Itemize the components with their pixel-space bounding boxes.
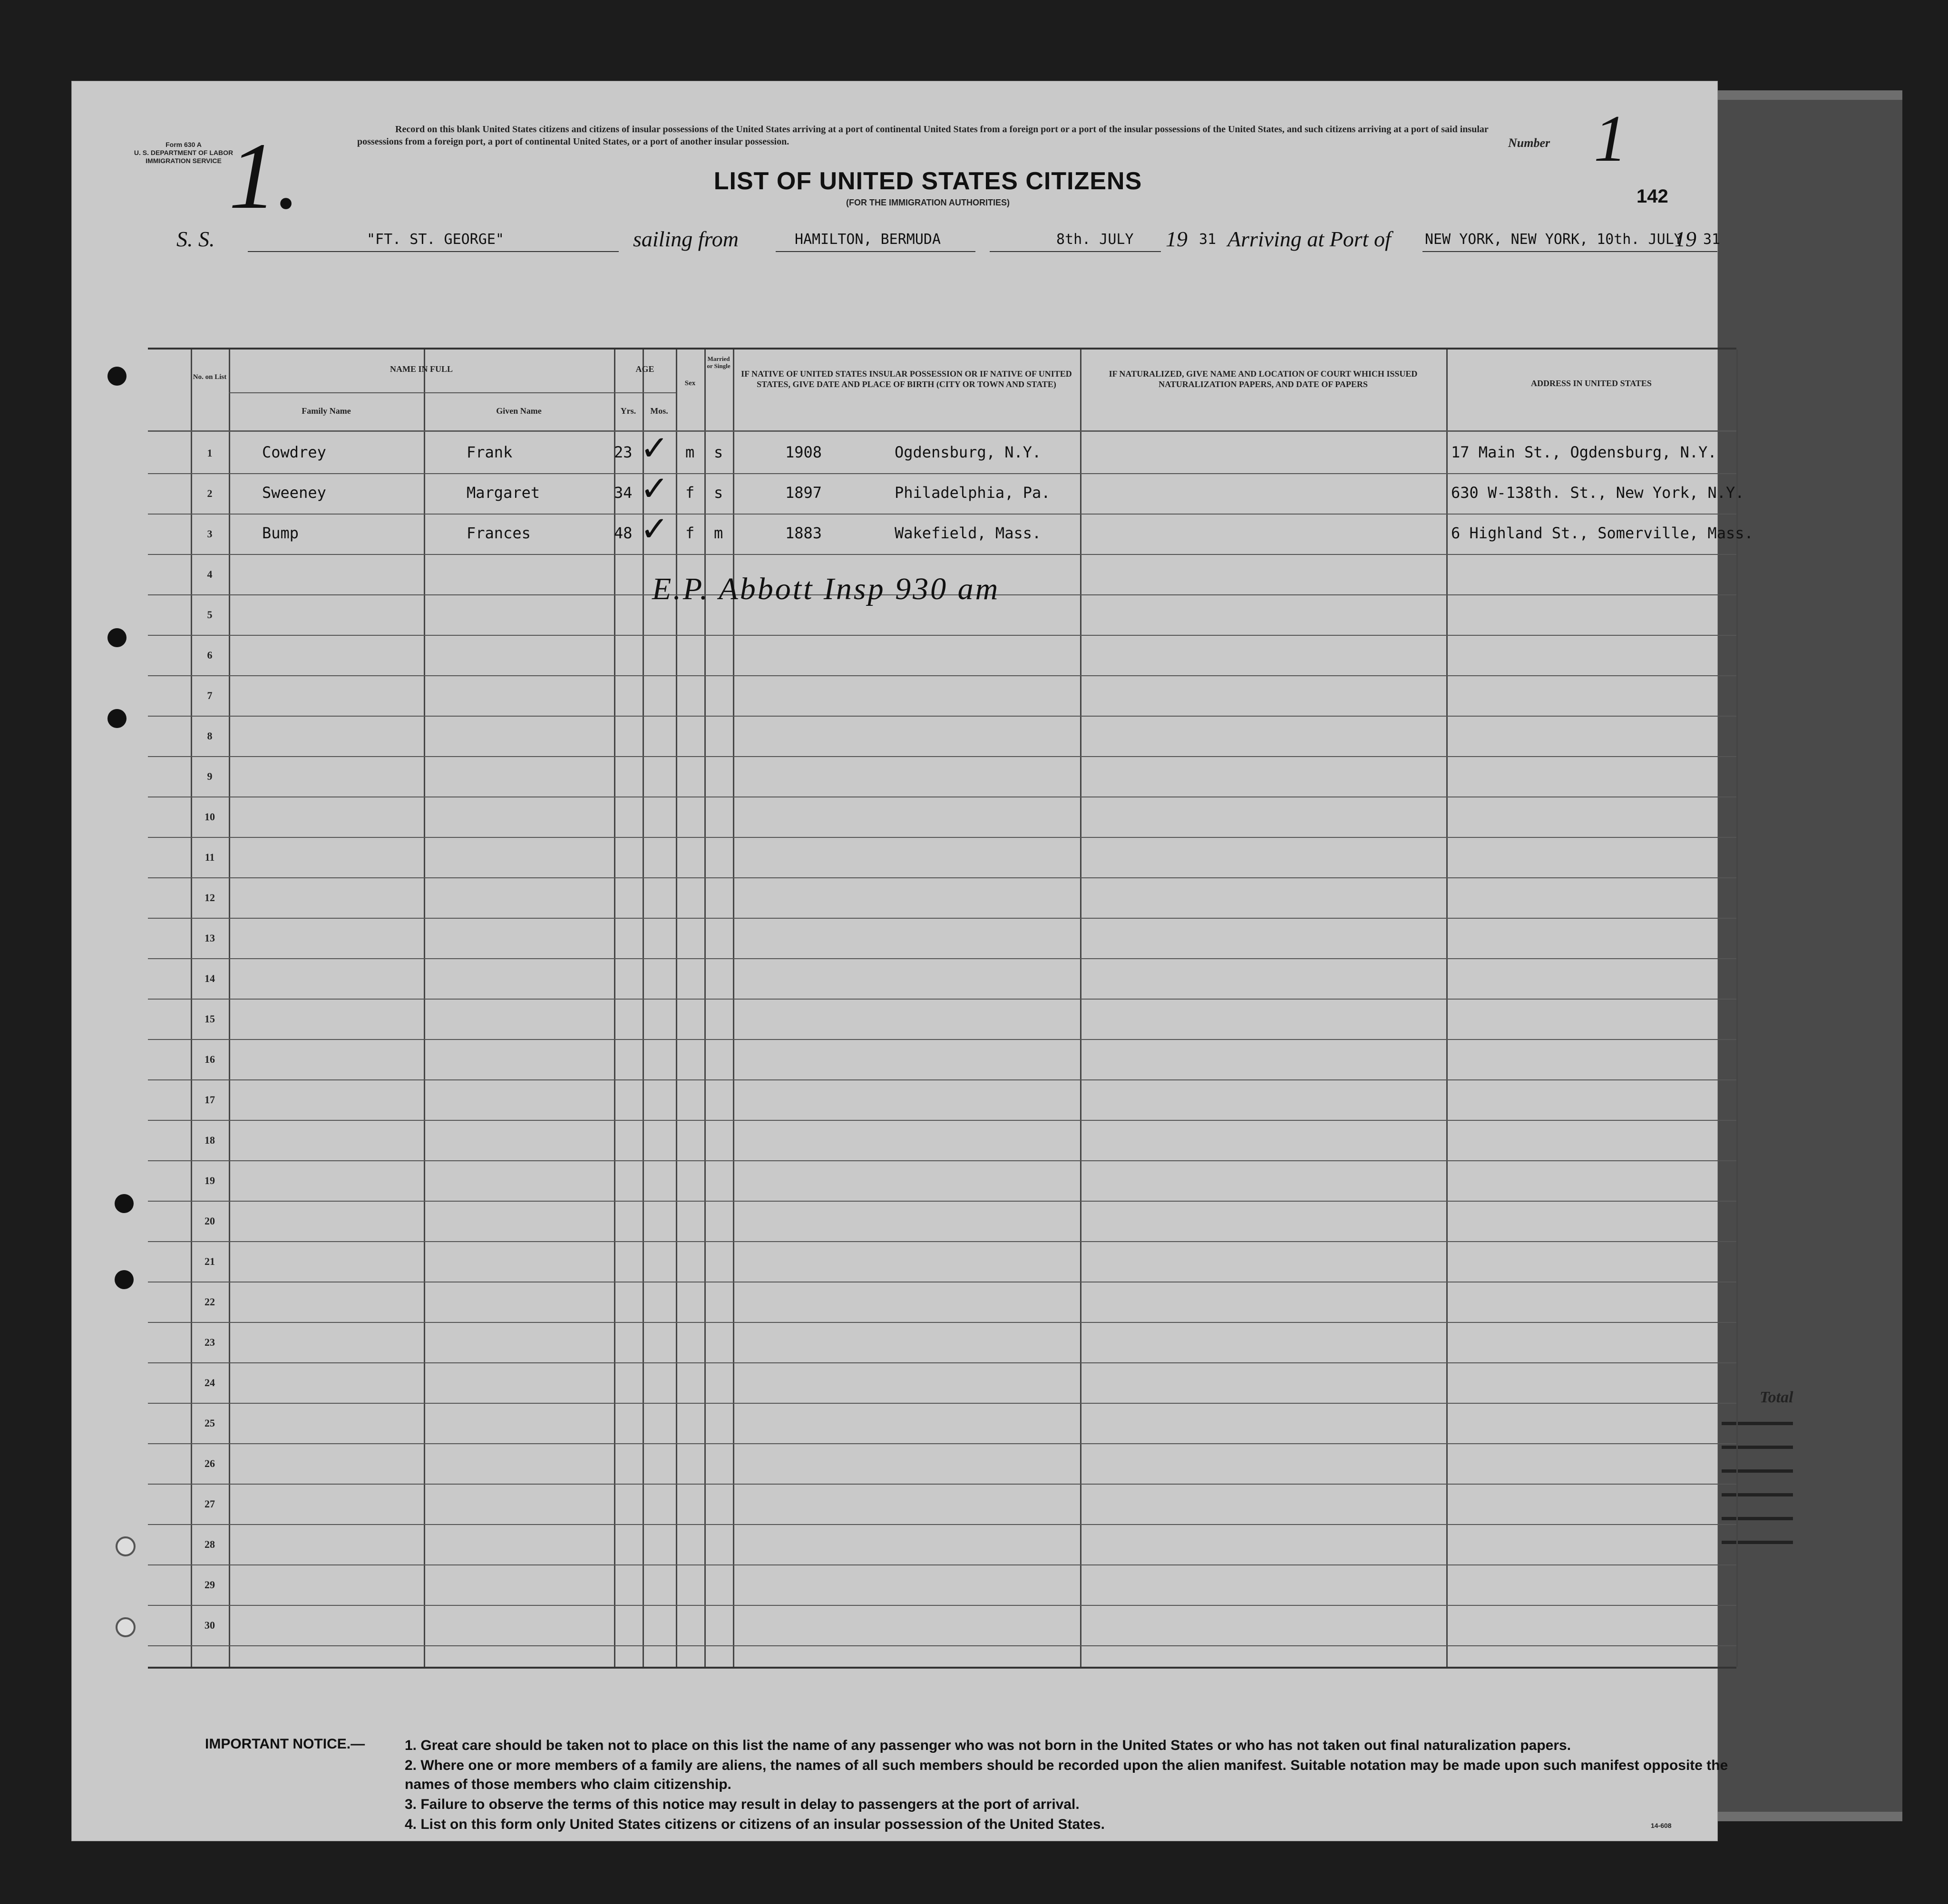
birth-place-cell: Philadelphia, Pa. (895, 484, 1051, 502)
row-number: 25 (205, 1417, 215, 1429)
given-name-cell: Margaret (467, 484, 540, 502)
rule (1422, 251, 1717, 252)
header-no-on-list: No. on List (193, 373, 227, 381)
row-number: 17 (205, 1094, 215, 1106)
row-number: 8 (207, 730, 213, 742)
notice-item: 2. Where one or more members of a family are aliens, the names of all such members should be recorded upon the alien manifest. Suitable notation may be made upon such manifest opposite the names of those members who claim citizenship. (405, 1758, 1728, 1792)
form-code: 14-608 (1651, 1822, 1672, 1829)
header-naturalized: IF NATURALIZED, GIVE NAME AND LOCATION OF COURT WHICH ISSUED NATURALIZATION PAPERS, AND DATE OF PAPERS (1109, 369, 1418, 389)
row-number: 7 (207, 690, 213, 701)
arrival-port: NEW YORK, NEW YORK, 10th. JULY (1425, 231, 1683, 248)
manifest-page (71, 81, 1753, 1841)
row-number: 3 (207, 528, 213, 540)
address-cell: 6 Highland St., Somerville, Mass. (1451, 524, 1753, 542)
marital-cell: m (714, 524, 723, 542)
year-prefix: 19 (1675, 227, 1696, 251)
age-cell: 34 (614, 484, 633, 502)
punch-hole (116, 1617, 136, 1637)
row-number: 27 (205, 1498, 215, 1510)
row-number: 2 (207, 487, 213, 499)
header-family-name: Family Name (302, 406, 351, 416)
sailing-label: sailing from (633, 227, 739, 251)
form-identifier: Form 630 A U. S. DEPARTMENT OF LABOR IMMIGRATION SERVICE (134, 141, 234, 165)
row-number: 20 (205, 1215, 215, 1227)
page-title: LIST OF UNITED STATES CITIZENS (713, 167, 1142, 195)
ss-label: S. S. (176, 227, 215, 251)
punch-hole (115, 1270, 134, 1289)
given-name-cell: Frances (467, 524, 531, 542)
row-number: 5 (207, 609, 213, 621)
birth-place-cell: Wakefield, Mass. (895, 524, 1042, 542)
inspector-signature: E.P. Abbott Insp 930 am (652, 572, 1000, 606)
header-mos: Mos. (650, 406, 668, 416)
row-number: 6 (207, 649, 213, 661)
row-number: 18 (205, 1134, 215, 1146)
row-number: 15 (205, 1013, 215, 1025)
rule (776, 251, 975, 252)
row-number: 11 (205, 851, 215, 863)
address-cell: 630 W-138th. St., New York, N.Y. (1451, 484, 1744, 502)
row-number: 13 (205, 932, 215, 944)
row-number: 12 (205, 892, 215, 903)
sex-cell: m (685, 443, 695, 461)
sail-year: 31 (1199, 231, 1217, 248)
ship-name: "FT. ST. GEORGE" (367, 231, 504, 248)
header-name-in-full: NAME IN FULL (390, 364, 453, 374)
tally-total-label: Total (1760, 1389, 1793, 1406)
row-number: 14 (205, 972, 215, 984)
punch-hole (107, 367, 127, 386)
address-cell: 17 Main St., Ogdensburg, N.Y. (1451, 443, 1717, 461)
header-yrs: Yrs. (620, 406, 636, 416)
given-name-cell: Frank (467, 443, 513, 461)
row-number: 30 (205, 1619, 215, 1631)
header-married-single: Married or Single (707, 355, 730, 369)
check-mark: ✓ (640, 509, 669, 549)
marital-cell: s (714, 484, 723, 502)
page-subtitle: (FOR THE IMMIGRATION AUTHORITIES) (846, 198, 1010, 207)
year-prefix: 19 (1166, 227, 1188, 251)
record-instructions: Record on this blank United States citizens and citizens of insular possessions of the United States arriving at a port of continental United States from a foreign port or a port of the insular possessions of the United States, and such citizens arriving at a port of said insular possessions from a foreign port, a port of continental United States, or a port of another insular possession. (357, 124, 1489, 147)
row-number: 29 (205, 1579, 215, 1591)
rule (248, 251, 619, 252)
punch-hole (116, 1536, 136, 1556)
page-number: 142 (1636, 186, 1668, 207)
notice-item: 4. List on this form only United States citizens or citizens of an insular possession of the United States. (405, 1817, 1105, 1832)
check-mark: ✓ (640, 428, 669, 468)
birth-year-cell: 1883 (785, 524, 822, 542)
arriving-label: Arriving at Port of (1227, 227, 1391, 251)
row-number: 16 (205, 1053, 215, 1065)
birth-year-cell: 1908 (785, 443, 822, 461)
birth-place-cell: Ogdensburg, N.Y. (895, 443, 1042, 461)
row-number: 19 (205, 1175, 215, 1186)
birth-year-cell: 1897 (785, 484, 822, 502)
row-number: 22 (205, 1296, 215, 1308)
sail-date: 8th. JULY (1056, 231, 1134, 248)
vessel-line (176, 226, 1746, 255)
row-number: 24 (205, 1377, 215, 1389)
row-number: 21 (205, 1255, 215, 1267)
row-number: 23 (205, 1336, 215, 1348)
row-number: 1 (207, 447, 213, 459)
number-label: Number (1508, 136, 1550, 150)
row-number: 26 (205, 1457, 215, 1469)
sex-cell: f (685, 524, 695, 542)
punch-hole (115, 1194, 134, 1213)
check-mark: ✓ (640, 468, 669, 508)
header-given-name: Given Name (496, 406, 542, 416)
family-name-cell: Bump (262, 524, 299, 542)
row-number: 28 (205, 1538, 215, 1550)
header-address: ADDRESS IN UNITED STATES (1531, 379, 1652, 388)
punch-hole (107, 628, 127, 647)
age-cell: 48 (614, 524, 633, 542)
notice-label: IMPORTANT NOTICE.— (205, 1736, 365, 1752)
family-name-cell: Cowdrey (262, 443, 326, 461)
sex-cell: f (685, 484, 695, 502)
background-sheet-edge (1712, 100, 1902, 1812)
row-number: 10 (205, 811, 215, 823)
header-sex: Sex (684, 379, 696, 387)
header-birth: IF NATIVE OF UNITED STATES INSULAR POSSESSION OR IF NATIVE OF UNITED STATES, GIVE DATE AND PLACE OF BIRTH (CITY OR TOWN AND STATE) (741, 369, 1072, 389)
row-number: 4 (207, 568, 213, 580)
marital-cell: s (714, 443, 723, 461)
manifest-table (148, 348, 1753, 1669)
number-value: 1 (1594, 102, 1627, 175)
sheet-mark: 1. (229, 124, 300, 229)
from-port: HAMILTON, BERMUDA (795, 231, 941, 248)
notice-item: 1. Great care should be taken not to place on this list the name of any passenger who was not born in the United States or who has not taken out final naturalization papers. (405, 1738, 1571, 1753)
punch-hole (107, 709, 127, 728)
arrival-year: 31 (1703, 231, 1721, 248)
rule (990, 251, 1161, 252)
header-age: AGE (635, 364, 654, 374)
row-number: 9 (207, 770, 213, 782)
age-cell: 23 (614, 443, 633, 461)
family-name-cell: Sweeney (262, 484, 326, 502)
notice-item: 3. Failure to observe the terms of this notice may result in delay to passengers at the port of arrival. (405, 1797, 1080, 1812)
